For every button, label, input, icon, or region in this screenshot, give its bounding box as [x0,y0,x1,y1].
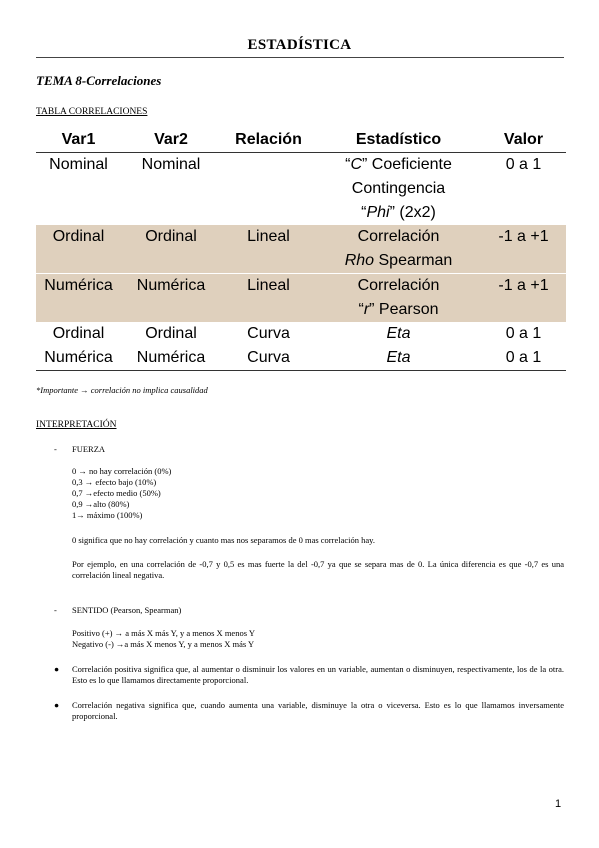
cell-var2: Ordinal [121,225,221,274]
cell-valor: -1 a +1 [481,225,566,274]
scale-line: 0 → no hay correlación (0%) [72,466,172,476]
estadistico-line: Eta [386,349,411,366]
estadistico-line: “Phi” (2x2) [361,204,436,221]
sentido-label: SENTIDO (Pearson, Spearman) [72,605,182,615]
header-valor: Valor [481,128,566,153]
page-number: 1 [555,798,562,810]
causality-note: *Importante → correlación no implica causalidad [36,385,208,395]
estadistico-line: Correlación [357,228,440,245]
table-caption: TABLA CORRELACIONES [36,107,148,117]
header-var1: Var1 [36,128,121,153]
estadistico-line: “C” Coeficiente [345,156,452,173]
dash-marker: - [54,444,57,454]
cell-valor: 0 a 1 [481,346,566,371]
fuerza-paragraph: 0 significa que no hay correlación y cuanto mas nos separamos de 0 mas correlación hay. [72,535,375,545]
estadistico-line: Eta [386,325,411,342]
bullet-dot: ● [54,664,60,674]
table-row [36,322,566,346]
table-row [36,346,566,371]
cell-relacion: Lineal [221,225,316,274]
scale-line: 0,3 → efecto bajo (10%) [72,477,157,487]
cell-var1: Ordinal [36,225,121,274]
table-row [36,274,566,323]
cell-relacion [221,153,316,226]
cell-relacion: Lineal [221,274,316,323]
cell-relacion: Curva [247,325,290,342]
list-item [54,700,564,722]
bullet-dot: ● [54,700,60,710]
cell-valor: 0 a 1 [505,156,542,173]
cell-var2: Ordinal [145,325,197,342]
cell-var2: Numérica [121,274,221,323]
header-var2: Var2 [121,128,221,153]
header-estadistico: Estadístico [316,128,481,153]
interpretation-heading: INTERPRETACIÓN [36,420,117,430]
cell-estadistico [316,225,481,274]
estadistico-line: Contingencia [351,180,446,197]
cell-var1: Numérica [36,346,121,371]
scale-line: 0,9 →alto (80%) [72,499,130,509]
page-title: ESTADÍSTICA [247,37,352,53]
table-row [36,225,566,274]
sentido-line: Positivo (+) → a más X más Y, y a menos X menos Y [72,628,255,638]
sentido-lines [72,628,564,650]
table-row [36,153,566,226]
header-relacion: Relación [221,128,316,153]
scale-line: 0,7 →efecto medio (50%) [72,488,161,498]
cell-valor: 0 a 1 [505,325,542,342]
cell-estadistico [316,322,481,346]
cell-valor: -1 a +1 [481,274,566,323]
cell-estadistico [316,274,481,323]
estadistico-line: Correlación [357,277,440,294]
fuerza-example-paragraph: Por ejemplo, en una correlación de -0,7 y 0,5 es mas fuerte la del -0,7 ya que se separa mas de 0. La única diferencia es que -0,7 es una correlación lineal negativa. [72,559,564,580]
cell-var2: Nominal [141,156,201,173]
cell-estadistico [316,346,481,371]
correlations-table [36,128,566,371]
bullet-text: Correlación negativa significa que, cuando aumenta una variable, disminuye la otra o viceversa. Esto es lo que llamamos inversamente proporcional. [72,700,564,721]
topic-heading: TEMA 8-Correlaciones [36,73,162,88]
cell-estadistico [316,153,481,226]
sentido-line: Negativo (-) →a más X menos Y, y a menos X más Y [72,639,255,649]
estadistico-line: Rho Spearman [344,252,453,269]
fuerza-scale [72,466,564,521]
cell-relacion: Curva [221,346,316,371]
fuerza-label: FUERZA [72,444,106,454]
bullet-text: Correlación positiva significa que, al aumentar o disminuir los valores en un variable, aumentan o disminuyen, respectivamente, los de la otra. Esto es lo que llamamos directamente proporcional. [72,664,564,685]
cell-var2: Numérica [121,346,221,371]
estadistico-line: “r” Pearson [358,301,439,318]
scale-line: 1→ máximo (100%) [72,510,143,520]
table-header-row [36,128,566,153]
cell-var1: Numérica [36,274,121,323]
dash-marker: - [54,605,57,615]
cell-var1: Nominal [49,156,108,173]
list-item [54,664,564,686]
cell-var1: Ordinal [52,325,105,342]
title-divider [36,57,564,58]
